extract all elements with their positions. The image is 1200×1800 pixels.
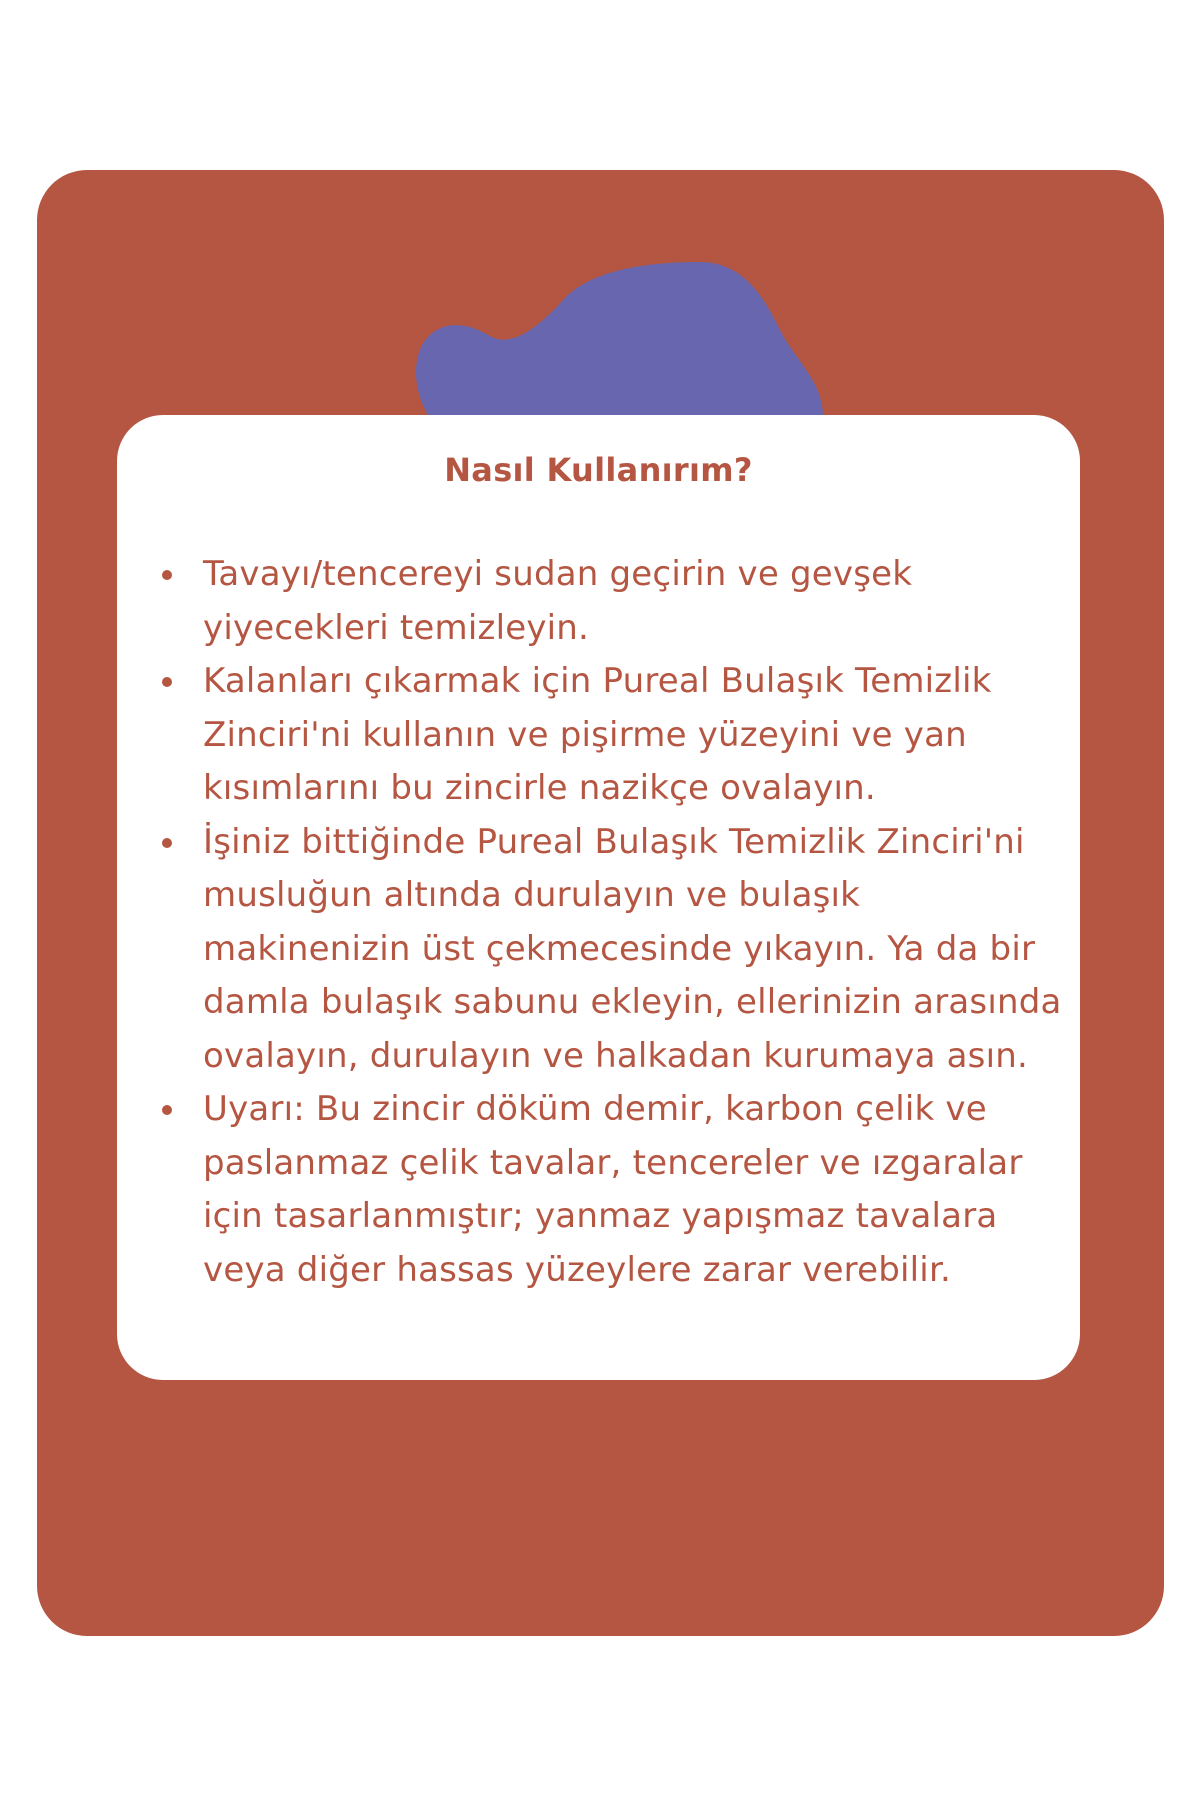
list-item-text: Tavayı/tencereyi sudan geçirin ve gevşek yiyecekleri temizleyin. [203, 554, 913, 648]
bullet-icon [162, 677, 172, 687]
bullet-icon [162, 1105, 172, 1115]
panel-title: Nasıl Kullanırım? [444, 451, 753, 489]
list-item [162, 548, 1062, 655]
list-item [162, 1083, 1062, 1297]
list-item-text: Kalanları çıkarmak için Pureal Bulaşık Temizlik Zinciri'ni kullanın ve pişirme yüzeyini ve yan kısımlarını bu zincirle nazikçe ovalayın. [203, 661, 992, 808]
bullet-icon [162, 570, 172, 580]
bullet-icon [162, 838, 172, 848]
instruction-list [162, 548, 1062, 1297]
list-item [162, 816, 1062, 1084]
list-item-text: İşiniz bittiğinde Pureal Bulaşık Temizlik Zinciri'ni musluğun altında durulayın ve bulaşık makinenizin üst çekmecesinde yıkayın. Ya da bir damla bulaşık sabunu ekleyin, ellerinizin arasında ovalayın, durulayın ve halkadan kurumaya asın. [203, 821, 1062, 1076]
list-item [162, 655, 1062, 816]
list-item-text: Uyarı: Bu zincir döküm demir, karbon çelik ve paslanmaz çelik tavalar, tencereler ve ızgaralar için tasarlanmıştır; yanmaz yapışmaz tavalara veya diğer hassas yüzeylere zarar verebilir. [203, 1089, 1023, 1290]
info-panel [117, 415, 1080, 1380]
